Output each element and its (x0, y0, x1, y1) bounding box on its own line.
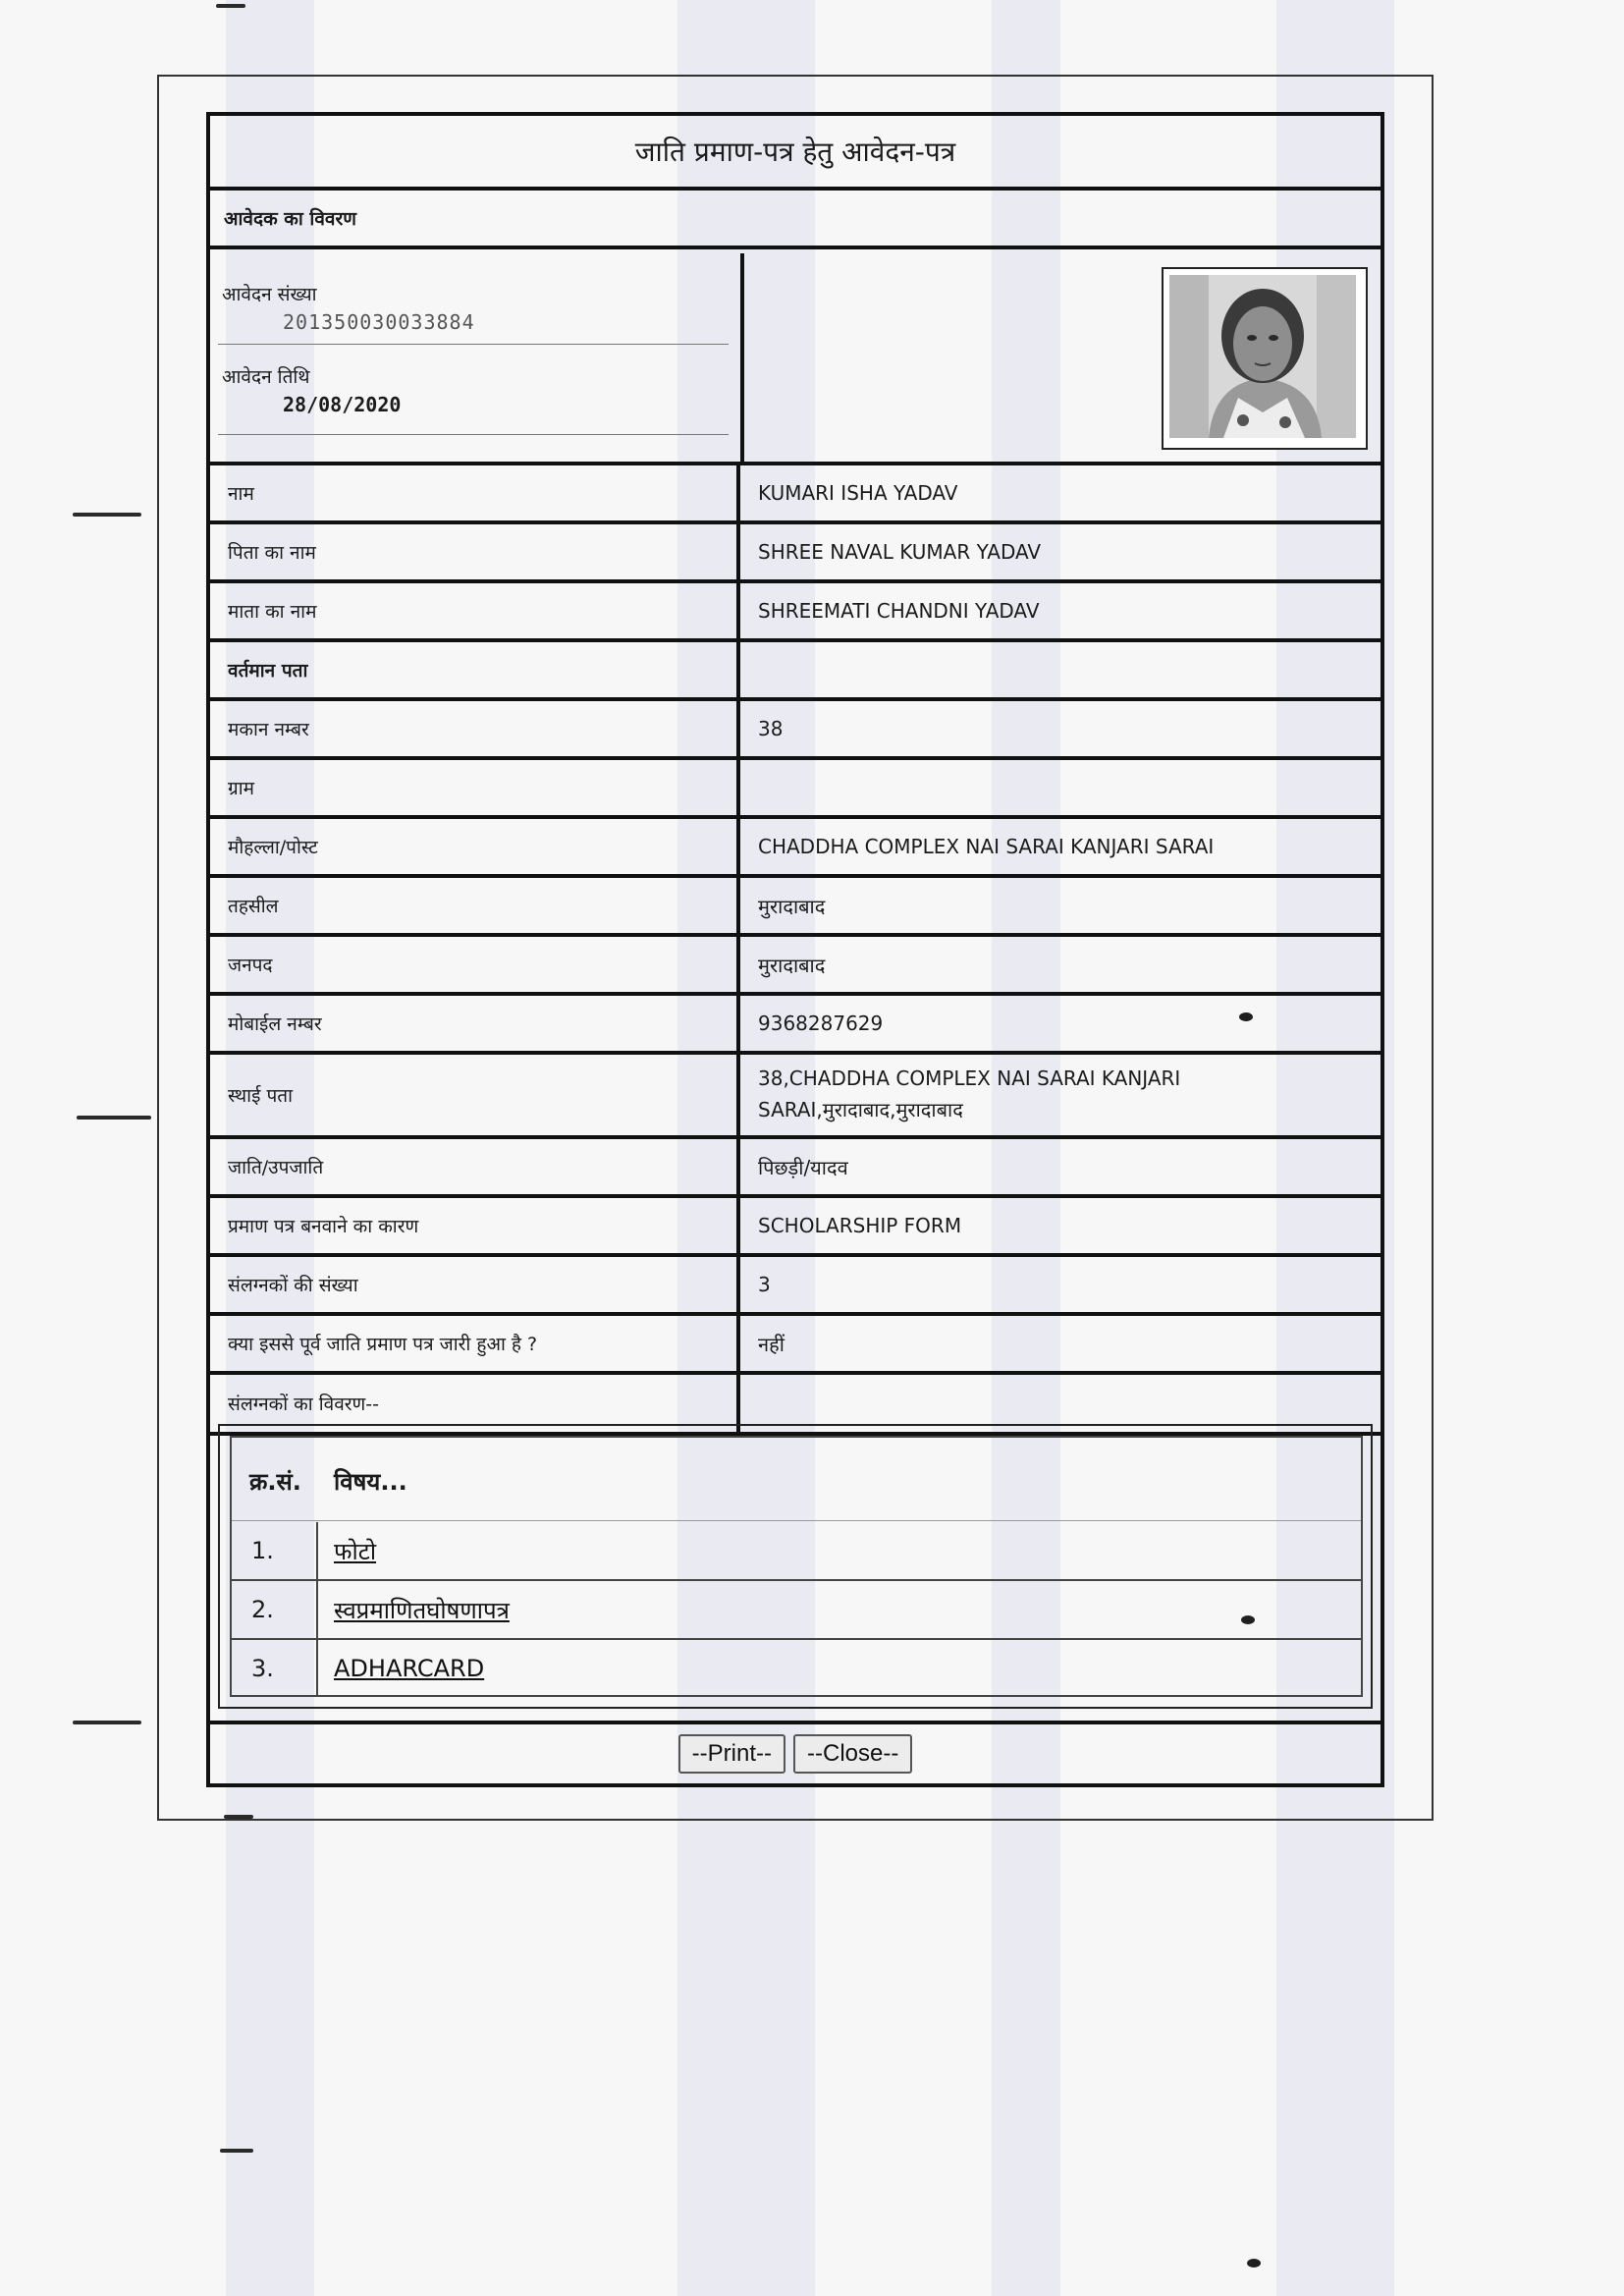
application-info (210, 253, 744, 465)
row-reason (210, 1198, 1380, 1257)
permanent-address-line2: SARAI,मुरादाबाद,मुरादाबाद (758, 1098, 963, 1121)
value-caste: पिछड़ी/यादव (758, 1155, 848, 1179)
label-caste: जाति/उपजाति (210, 1139, 740, 1194)
value-attachment-count: 3 (758, 1273, 771, 1296)
label-reason: प्रमाण पत्र बनवाने का कारण (210, 1198, 740, 1253)
value-locality: CHADDHA COMPLEX NAI SARAI KANJARI SARAI (758, 835, 1215, 858)
label-father-name: पिता का नाम (210, 524, 740, 579)
label-house-number: मकान नम्बर (210, 701, 740, 756)
margin-mark (73, 513, 141, 517)
attachment-row (232, 1522, 1361, 1581)
value-tehsil: मुरादाबाद (758, 894, 826, 918)
label-mobile: मोबाईल नम्बर (210, 996, 740, 1051)
value-house-number: 38 (758, 717, 784, 740)
margin-mark (220, 2149, 253, 2153)
photo-cell (744, 253, 1380, 465)
row-mobile (210, 996, 1380, 1055)
row-locality (210, 819, 1380, 878)
row-current-address (210, 642, 1380, 701)
value-permanent-address (740, 1055, 1380, 1135)
label-mother-name: माता का नाम (210, 583, 740, 638)
label-district: जनपद (210, 937, 740, 992)
attachment-link-self-declaration[interactable]: स्वप्रमाणितघोषणापत्र (334, 1596, 510, 1624)
label-previous-certificate: क्या इससे पूर्व जाति प्रमाण पत्र जारी हुआ है ? (210, 1316, 740, 1371)
applicant-photo-frame (1162, 267, 1368, 450)
label-tehsil: तहसील (210, 878, 740, 933)
attachment-serial: 1. (232, 1522, 318, 1579)
application-date-label: आवेदन तिथि (222, 366, 310, 388)
application-date: 28/08/2020 (283, 393, 402, 416)
attachments-table (230, 1436, 1363, 1697)
label-current-address: वर्तमान पता (210, 642, 740, 697)
attachment-serial: 3. (232, 1640, 318, 1697)
label-locality: मौहल्ला/पोस्ट (210, 819, 740, 874)
row-house-number (210, 701, 1380, 760)
details-table (210, 465, 1380, 1436)
attachments-section (210, 1416, 1380, 1724)
speck (1247, 2259, 1261, 2268)
application-number-row (218, 253, 729, 345)
row-caste (210, 1139, 1380, 1198)
application-number-label: आवेदन संख्या (222, 284, 317, 305)
attachment-link-aadhar[interactable]: ADHARCARD (334, 1655, 485, 1682)
attachments-header (232, 1438, 1361, 1521)
value-district: मुरादाबाद (758, 953, 826, 977)
row-mother-name (210, 583, 1380, 642)
col-serial-header: क्र.सं. (249, 1468, 301, 1496)
action-bar (210, 1724, 1380, 1783)
row-attachment-count (210, 1257, 1380, 1316)
label-permanent-address: स्थाई पता (210, 1055, 740, 1135)
attachments-box (218, 1424, 1373, 1709)
applicant-photo (1169, 275, 1356, 438)
print-button[interactable]: --Print-- (678, 1734, 785, 1774)
value-name: KUMARI ISHA YADAV (758, 481, 958, 505)
attachment-link-photo[interactable]: फोटो (334, 1537, 377, 1565)
row-permanent-address (210, 1055, 1380, 1139)
row-previous-certificate (210, 1316, 1380, 1375)
permanent-address-line1: 38,CHADDHA COMPLEX NAI SARAI KANJARI (758, 1066, 1181, 1090)
label-attachment-details: संलग्नकों का विवरण-- (210, 1375, 740, 1432)
attachment-row (232, 1581, 1361, 1640)
value-reason: SCHOLARSHIP FORM (758, 1214, 962, 1237)
value-mother-name: SHREEMATI CHANDNI YADAV (758, 599, 1040, 623)
value-village (740, 760, 1380, 815)
value-mobile: 9368287629 (758, 1011, 884, 1035)
close-button[interactable]: --Close-- (793, 1734, 912, 1774)
row-district (210, 937, 1380, 996)
row-village (210, 760, 1380, 819)
col-subject-header: विषय... (334, 1468, 407, 1496)
page-frame (157, 75, 1434, 1821)
application-date-row (218, 348, 729, 435)
attachment-row (232, 1640, 1361, 1697)
application-form (206, 112, 1384, 1787)
label-village: ग्राम (210, 760, 740, 815)
value-previous-certificate: नहीं (758, 1332, 785, 1356)
row-name (210, 465, 1380, 524)
margin-mark (77, 1116, 151, 1120)
value-current-address (740, 642, 1380, 697)
section-applicant-details: आवेदक का विवरण (210, 191, 1380, 249)
attachment-serial: 2. (232, 1581, 318, 1638)
row-tehsil (210, 878, 1380, 937)
margin-mark (216, 4, 245, 8)
form-title: जाति प्रमाण-पत्र हेतु आवेदन-पत्र (210, 116, 1380, 191)
row-father-name (210, 524, 1380, 583)
application-number: 201350030033884 (283, 310, 475, 334)
label-name: नाम (210, 465, 740, 520)
label-attachment-count: संलग्नकों की संख्या (210, 1257, 740, 1312)
margin-mark (73, 1721, 141, 1724)
value-father-name: SHREE NAVAL KUMAR YADAV (758, 540, 1042, 564)
